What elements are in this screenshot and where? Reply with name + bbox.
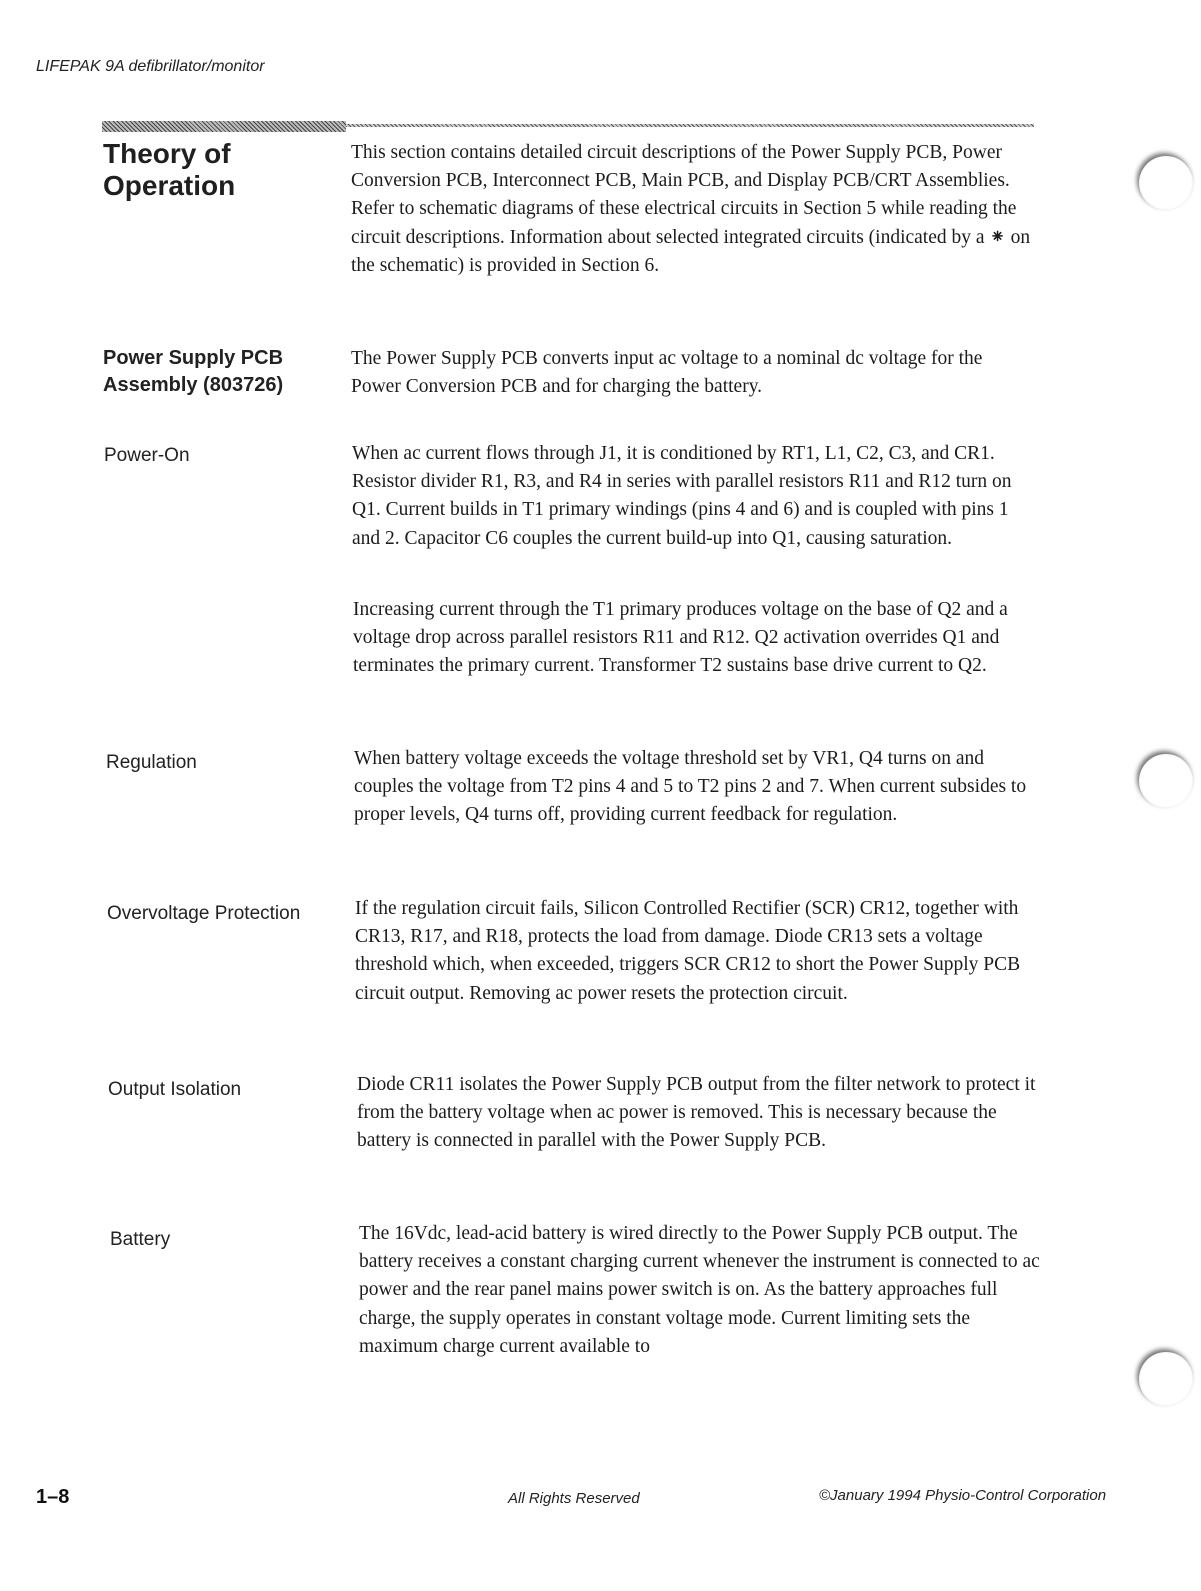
- output-isolation-paragraph: [357, 1071, 1042, 1156]
- power-supply-heading: Power Supply PCB Assembly (803726): [103, 347, 284, 396]
- regulation-heading: Regulation: [106, 752, 197, 773]
- overvoltage-paragraph: [355, 895, 1040, 1008]
- section-divider: [102, 121, 1034, 133]
- regulation-paragraph-text: When battery voltage exceeds the voltage threshold set by VR1, Q4 turns on and couples the voltage from T2 pins 4 and 5 to T2 pins 2 and 7. When current subsides to proper levels, Q4 turns off, providing current feedback for regulation.: [354, 748, 1027, 826]
- binder-hole: [1139, 1352, 1193, 1406]
- section-intro: [351, 139, 1036, 280]
- power-on-paragraph-2: [353, 596, 1038, 681]
- section-intro-text: This section contains detailed circuit descriptions of the Power Supply PCB, Power Conversion PCB, Interconnect PCB, Main PCB, and Display PCB/CRT Assemblies. Refer to schematic diagrams of these electrical circuits in Section 5 while reading the circuit descriptions. Information about selected integrated circuits (indicated by a ⁕ on the schematic) is provided in Section 6.: [351, 142, 1031, 276]
- page-number: 1–8: [36, 1486, 70, 1508]
- binder-hole: [1139, 156, 1193, 210]
- section-divider-line: [346, 124, 1034, 127]
- battery-paragraph: [359, 1220, 1044, 1361]
- section-divider-bar: [102, 121, 346, 132]
- running-header: LIFEPAK 9A defibrillator/monitor: [36, 58, 265, 75]
- power-on-paragraph-1-text: When ac current flows through J1, it is conditioned by RT1, L1, C2, C3, and CR1. Resistor divider R1, R3, and R4 in series with parallel resistors R11 and R12 turn on Q1. Current builds in T1 primary windings (pins 4 and 6) and is coupled with pins 1 and 2. Capacitor C6 couples the current build-up into Q1, causing saturation.: [352, 443, 1012, 549]
- output-isolation-paragraph-text: Diode CR11 isolates the Power Supply PCB output from the filter network to protect it from the battery voltage when ac power is removed. This is necessary because the battery is connected in parallel with the Power Supply PCB.: [357, 1074, 1036, 1152]
- power-on-paragraph-1: [352, 440, 1037, 553]
- output-isolation-heading: Output Isolation: [108, 1079, 242, 1100]
- regulation-paragraph: [354, 745, 1039, 830]
- footer-rights: All Rights Reserved: [508, 1490, 640, 1507]
- binder-hole: [1139, 754, 1193, 808]
- section-title: Theory of Operation: [103, 138, 236, 201]
- power-on-heading: Power-On: [104, 445, 190, 466]
- power-supply-intro: [351, 345, 1036, 401]
- battery-paragraph-text: The 16Vdc, lead-acid battery is wired directly to the Power Supply PCB output. The battery receives a constant charging current whenever the instrument is connected to ac power and the rear panel mains power switch is on. As the battery approaches full charge, the supply operates in constant voltage mode. Current limiting sets the maximum charge current available to: [359, 1223, 1040, 1357]
- power-on-paragraph-2-text: Increasing current through the T1 primary produces voltage on the base of Q2 and a voltage drop across parallel resistors R11 and R12. Q2 activation overrides Q1 and terminates the primary current. Transformer T2 sustains base drive current to Q2.: [353, 599, 1008, 677]
- battery-heading: Battery: [110, 1229, 171, 1250]
- overvoltage-paragraph-text: If the regulation circuit fails, Silicon Controlled Rectifier (SCR) CR12, together with CR13, R17, and R18, protects the load from damage. Diode CR13 sets a voltage threshold which, when exceeded, triggers SCR CR12 to short the Power Supply PCB circuit output. Removing ac power resets the protection circuit.: [355, 898, 1021, 1004]
- overvoltage-heading: Overvoltage Protection: [107, 903, 301, 924]
- footer-copyright: ©January 1994 Physio-Control Corporation: [819, 1487, 1107, 1504]
- power-supply-intro-text: The Power Supply PCB converts input ac voltage to a nominal dc voltage for the Power Conversion PCB and for charging the battery.: [351, 348, 983, 398]
